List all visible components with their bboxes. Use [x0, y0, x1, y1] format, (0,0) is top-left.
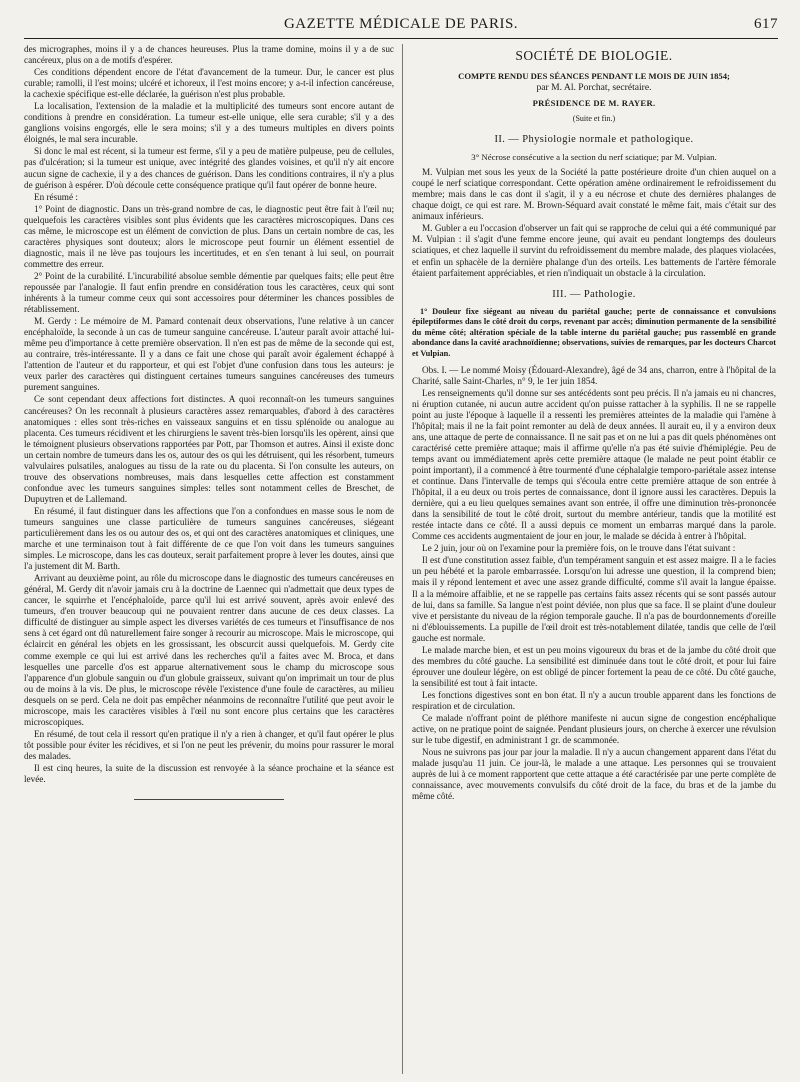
society-title: SOCIÉTÉ DE BIOLOGIE. — [515, 48, 673, 63]
body-paragraph: Le 2 juin, jour où on l'examine pour la première fois, on le trouve dans l'état suivant : — [422, 543, 736, 554]
body-paragraph: En résumé, de tout cela il ressort qu'en pratique il n'y a rien à changer, et qu'il faut opérer le plus tôt possible pour éviter les récidives, et si l'on ne peut les prévenir, du moins pour rassurer le moral des malades. — [24, 728, 394, 761]
body-paragraph: Ce malade n'offrant point de pléthore manifeste ni aucun signe de congestion encéphalique active, on ne pratique point de saignée. Pendant plusieurs jours, on cherche à exercer une révulsion sur le tube digestif, en administrant 1 gr. de scammonée. — [412, 713, 776, 746]
body-paragraph: Les fonctions digestives sont en bon état. Il n'y a aucun trouble apparent dans les fonctions de respiration et de circulation. — [412, 689, 776, 711]
body-paragraph: des micrographes, moins il y a de chances heureuses. Plus la trame domine, moins il y a de suc cancéreux, plus on a de motifs d'espérer. — [24, 44, 394, 66]
report-secretary: par M. Al. Porchat, secrétaire. — [536, 82, 652, 93]
closing-rule — [134, 799, 284, 800]
running-head — [24, 12, 778, 39]
body-paragraph: Il est cinq heures, la suite de la discussion est renvoyée à la séance prochaine et la séance est levée. — [24, 763, 394, 785]
body-paragraph: En résumé : — [34, 191, 78, 202]
body-paragraph: En résumé, il faut distinguer dans les affections que l'on a confondues en masse sous le nom de tumeurs sanguines une classe particulière de tumeurs sanguines cancéreuses, siégeant particulièrement dans les os ou autour des os, et qui ont des caractères anatomiques et cliniques, une marche et une terminaison tout à fait différente de ce que l'on voit dans les tumeurs sanguines simples. Le microscope, dans les cas douteux, serait parfaitement propre à lever les doutes, ainsi que l'a justement dit M. Barth. — [24, 505, 394, 572]
body-paragraph: 2° Point de la curabilité. L'incurabilité absolue semble démentie par quelques faits; elle peut être repoussée par l'analogie. Il faut enfin prendre en considération tous les caractères, ceux qui sont inhérents à la tumeur comme ceux qui sont accessoires pour déterminer les chances possibles de rétablissement. — [24, 270, 394, 315]
body-paragraph: Nous ne suivrons pas jour par jour la maladie. Il n'y a aucun changement apparent dans l'état du malade jusqu'au 11 juin. Ce jour-là, le malade a une attaque. Les personnes qui se trouvaient auprès de lui à ce moment rapportent que cette attaque a été caractérisée par une perte complète de connaissance, avec mouvements convulsifs du côté droit de la face, du bras et de la jambe du même côté. — [412, 747, 776, 802]
page-number: 617 — [754, 16, 778, 32]
section-lead: 1° Douleur fixe siégeant au niveau du pariétal gauche; perte de connaissance et convulsions épileptiformes dans le côté droit du corps, revenant par accès; diminution permanente de la sensibilité du même côté; altération spéciale de la table interne du pariétal gauche; pus rassemblé en grande abondance dans la cavité arachnoïdienne; observations, suivies de remarques, par les docteurs Charcot et Vulpian. — [412, 306, 776, 358]
body-paragraph: M. Gubler a eu l'occasion d'observer un fait qui se rapproche de celui qui a été communiqué par M. Vulpian : il s'agit d'une femme encore jeune, qui avait eu pendant longtemps des douleurs sciatiques, et chez laquelle il survint du refroidissement du membre malade, des plaques violacées, et enfin un sphacèle de la dernière phalange d'un des orteils. Les battements de l'artère fémorale étaient parfaitement appréciables, et rien n'indiquait un obstacle à la circulation. — [412, 223, 776, 278]
column-divider — [402, 44, 403, 1074]
body-paragraph: Arrivant au deuxième point, au rôle du microscope dans le diagnostic des tumeurs cancéreuses en général, M. Gerdy dit n'avoir jamais cru à la doctrine de Laennec qui n'admettait que deux types de cancer, le squirrhe et l'encéphaloïde, parce qu'il lui est arrivé souvent, après avoir enlevé des tumeurs, d'en trouver beaucoup qui ne pouvaient rentrer dans aucune de ces deux classes. La difficulté de distinguer au simple aspect les diverses variétés de ces tumeurs et l'insuffisance de nos sens à cet égard ont dû naturellement faire songer à recourir au microscope. Mais le microscope, qui éclaircit en général les objets en les grossissant, les obscurcit aussi quelquefois. M. Gerdy cite comme exemple ce qui lui est arrivé dans les recherches qu'il a faites avec M. Broca, et dans lesquelles une parcelle d'os est apparue alternativement sous le champ du microscope sous l'apparence d'un globule sanguin ou d'un globule graisseux, suivant qu'on imprimait un tour de plus ou de moins à la vis. De plus, le microscope révèle l'existence d'une foule de caractères, au milieu desquels on se perd. Cela ne doit pas empêcher néanmoins de reconnaître l'utilité que peut avoir le microscope, mais les caractères visibles à l'œil nu sont encore plus certains que les caractères microscopiques. — [24, 573, 394, 727]
body-paragraph: Le malade marche bien, et est un peu moins vigoureux du bras et de la jambe du côté droit que des membres du côté gauche. La sensibilité est diminuée dans tout le côté droit, et pour lui faire éprouver une douleur légère, on est obligé de pincer fortement la peau de ce côté. Du côté gauche, la sensibilité est tout à fait intacte. — [412, 644, 776, 688]
left-column — [24, 44, 394, 1074]
report-subtitle: COMPTE RENDU DES SÉANCES PENDANT LE MOIS DE JUIN 1854; — [458, 71, 730, 81]
body-paragraph: La localisation, l'extension de la maladie et la multiplicité des tumeurs sont encore autant de conditions à prendre en considération. La tumeur est-elle unique, elle sera curable; s'il y a des ganglions voisins engorgés, elle le sera moins; s'il y a des tumeurs multiples en divers points éloignés, le mal sera incurable. — [24, 101, 394, 145]
section-heading-ii: II. — Physiologie normale et pathologique. — [494, 134, 694, 146]
body-paragraph: Ce sont cependant deux affections fort distinctes. A quoi reconnaît-on les tumeurs sanguines cancéreuses? On les reconnaît à plusieurs caractères assez remarquables, d'abord à des caractères anatomiques : elles sont très-riches en vaisseaux sanguins et en tissu splénoïde ou analogue au placenta. Ces tumeurs récidivent et les chirurgiens le savent très-bien lorsqu'ils les opèrent, ainsi que le témoignent plusieurs observations rapportées par Pott, par Thomson et autres. Ainsi il existe donc un certain nombre de tumeurs dans les os, autour des os qui les détruisent, qui les résorbent, tumeurs valvulaires pulsatiles, analogues au tissu de la rate ou du placenta. Si l'on consulte les auteurs, on trouve des observations nombreuses, mais dans lesquelles cette affection est constamment confondue avec les tumeurs sanguines simples: telles sont notamment celles de Breschet, de Dupuytren et de Lallemand. — [24, 394, 394, 504]
body-paragraph: M. Gerdy : Le mémoire de M. Pamard contenait deux observations, l'une relative à un cancer encéphaloïde, la seconde à un cas de tumeur sanguine cancéreuse. L'auteur paraît avoir attaché lui-même peu d'importance à cette première observation. Il n'en est pas de même de la seconde qui est, au contraire, très-intéressante. Il y a dans ce fait une chose qui paraît avoir également échappé à l'attention de l'auteur et du rapporteur, et qui est l'objet d'une confusion dans tous les auteurs: je veux parler des caractères qui distinguent certaines tumeurs sanguines cancéreuses des tumeurs purement sanguines. — [24, 316, 394, 393]
body-paragraph: Les renseignements qu'il donne sur ses antécédents sont peu précis. Il n'a jamais eu ni chancres, ni éruption cutanée, ni aucun autre accident qu'on puisse rattacher à la syphilis. Il ne se rappelle point au juste l'époque à laquelle il a ressenti les premières atteintes de la maladie qui l'amène à l'hôpital; mais il ne la fait point remonter au delà de deux années. Il aurait eu, il y a environ deux ans, une attaque de perte de connaissance. Il ne sait pas et on ne lui a pas dit quels phénomènes ont caractérisé cette première attaque; mais il affirme qu'elle n'a pas été suivie d'hémiplégie. Peu de temps avant ou immédiatement après cette première attaque (le malade ne peut point établir ce point important), il a commencé à être tourmenté d'une céphalalgie temporo-pariétale assez intense et continue. Dans l'intervalle de temps qui s'écoula entre cette première attaque de son entrée à l'hôpital, il a eu deux ou trois pertes de connaissance, dont il ignore aussi les caractères. Depuis la dernière, qui a eu lieu quelques semaines avant son entrée, il offre une diminution très-prononcée dans la sensibilité de tout le côté droit, surtout du membre antérieur, tandis que la motilité est restée intacte dans ce côté. Il a aussi depuis ce moment un embarras marqué dans la parole. Comme ces accidents augmentaient de jour en jour, le malade se décida à entrer à l'hôpital. — [412, 387, 776, 542]
section-heading-iii: III. — Pathologie. — [552, 288, 636, 300]
body-paragraph: Si donc le mal est récent, si la tumeur est ferme, s'il y a peu de matière pulpeuse, peu de cellules, pas d'ulcération; si la tumeur est unique, avec intégrité des glandes voisines, et qu'il n'y ait encore aucun signe de cachexie, il y a des chances de guérison. Dans les conditions contraires, il n'y a plus de guérison à espérer. D'où découle cette conséquence pratique qu'il faut opérer de bonne heure. — [24, 146, 394, 190]
body-paragraph: Il est d'une constitution assez faible, d'un tempérament sanguin et est assez maigre. Il a le facies un peu hébété et la parole embarrassée. Lorsqu'on lui adresse une question, il la comprend bien; mais il y répond lentement et avec une assez grande difficulté, comme s'il avait la langue épaisse. Il a la mémoire affaiblie, et ne se rappelle pas certains faits assez récents qui se sont passés autour de lui, dans sa famille. Sa langue n'est point déviée, non plus que sa face. Il se plaint d'une douleur vive et persistante du niveau de la région temporale gauche. Il n'a pas de bourdonnements d'oreille ni d'éblouissements. La pupille de l'œil droit est très-notablement dilatée, tandis que celle de l'œil gauche est normale. — [412, 555, 776, 643]
journal-title: GAZETTE MÉDICALE DE PARIS. — [283, 16, 519, 32]
presidence-line: PRÉSIDENCE DE M. RAYER. — [532, 98, 656, 108]
section-lead: 3° Nécrose consécutive a la section du nerf sciatique; par M. Vulpian. — [471, 152, 717, 163]
body-paragraph: M. Vulpian met sous les yeux de la Société la patte postérieure droite d'un chien auquel on a coupé le nerf sciatique correspondant. Cette opération amène ordinairement le refroidissement du membre; mais dans le cas dont il s'agit, il y a eu nécrose et chute des dernières phalanges de chaque doigt, ce qui est rare. M. Brown-Séquard avait constaté le même fait, mais c'était sur des animaux inférieurs. — [412, 167, 776, 222]
suite-note: (Suite et fin.) — [572, 114, 616, 124]
right-column — [412, 44, 776, 1074]
body-paragraph: Obs. I. — Le nommé Moisy (Édouard-Alexandre), âgé de 34 ans, charron, entre à l'hôpital de la Charité, salle Saint-Charles, n° 9, le 1er juin 1854. — [412, 364, 776, 386]
body-paragraph: 1° Point de diagnostic. Dans un très-grand nombre de cas, le diagnostic peut être fait à l'œil nu; quelquefois les caractères visibles sont plus évidents que les caractères microscopiques. Dans ces cas même, le microscope est un élément de conviction de plus. Dans un certain nombre de cas, les caractères physiques sont douteux; alors le microscope peut fournir un élément essentiel de diagnostic, mais il ne lève pas toujours les incertitudes, et en s'en tenant à lui seul, on pourrait commettre des erreur. — [24, 203, 394, 269]
body-paragraph: Ces conditions dépendent encore de l'état d'avancement de la tumeur. Dur, le cancer est plus curable; ramolli, il l'est moins; ulcéré et ichoreux, il l'est moins encore; y a-t-il infection cancéreuse, la cachexie spécifique est-elle déclarée, la guérison n'est plus probable. — [24, 67, 394, 100]
